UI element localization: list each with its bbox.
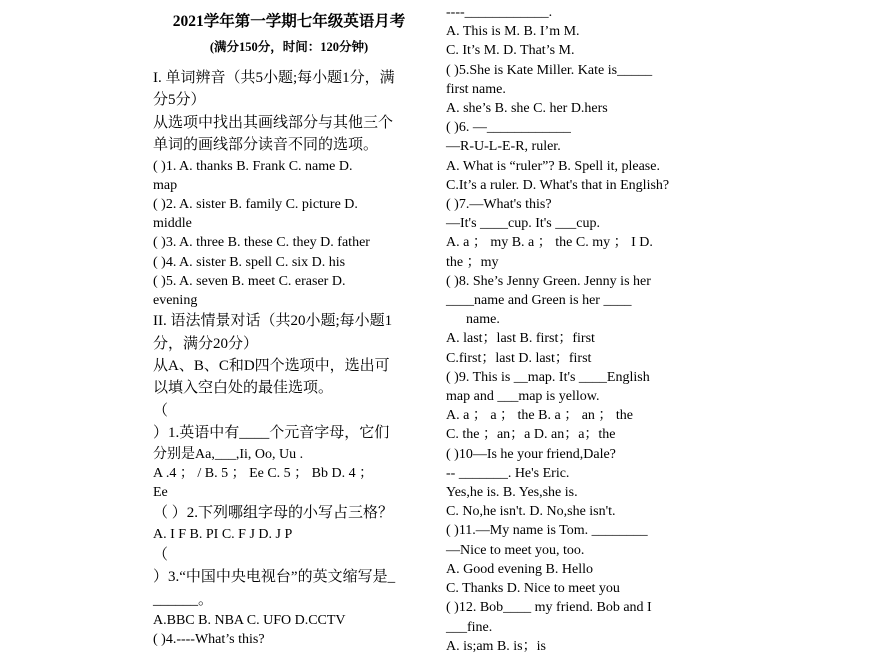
grammar-q8: ( )8. She’s Jenny Green. Jenny is her <box>446 273 651 289</box>
grammar-q8-cont2: name. <box>466 312 500 328</box>
grammar-q11-reply: —Nice to meet you, too. <box>446 542 585 558</box>
grammar-q7-options: A. a ； my B. a ； the C. my ； I D. <box>446 235 653 251</box>
grammar-q8-cont: ____name and Green is her ____ <box>446 293 632 309</box>
grammar-q12-options: A. is;am B. is；is <box>446 638 546 654</box>
grammar-q3-cont: ______。 <box>153 591 214 608</box>
grammar-q11-options: A. Good evening B. Hello <box>446 561 593 577</box>
section-1-instructions: 从选项中找出其画线部分与其他三个 <box>153 114 394 131</box>
grammar-q8-options-cont: C.first；last D. last；first <box>446 350 592 366</box>
grammar-q4: ( )4.----What’s this? <box>153 632 265 648</box>
grammar-q12-cont: ___fine. <box>446 619 493 635</box>
exam-title: 2021学年第一学期七年级英语月考 <box>172 13 406 30</box>
section-2-heading: II. 语法情景对话（共20小题;每小题1 <box>153 313 393 330</box>
grammar-q1-cont: 分别是Aa,___,Ii, Oo, Uu . <box>153 446 304 462</box>
grammar-q1: ）1.英语中有____个元音字母，它们 <box>153 425 390 442</box>
question-5: ( )5. A. seven B. meet C. eraser D. <box>153 273 346 289</box>
grammar-q5: ( )5.She is Kate Miller. Kate is_____ <box>446 62 653 78</box>
grammar-q11: ( )11.—My name is Tom. ________ <box>446 523 648 539</box>
section-1-instructions-cont: 单词的画线部分读音不同的选项。 <box>153 137 379 154</box>
grammar-q4-answer: ----____________. <box>446 5 553 20</box>
grammar-q4-options: A. This is M. B. I’m M. <box>446 24 580 40</box>
grammar-q7-reply: —It's ____cup. It's ___cup. <box>446 216 600 232</box>
grammar-q9-options-cont: C. the ；an；a D. an；a；the <box>446 427 616 443</box>
question-1: ( )1. A. thanks B. Frank C. name D. <box>153 158 353 174</box>
grammar-q7: ( )7.—What's this? <box>446 197 552 213</box>
left-column <box>153 0 425 650</box>
right-column <box>446 3 718 656</box>
question-2: ( )2. A. sister B. family C. picture D. <box>153 197 358 213</box>
grammar-q6: ( )6. —____________ <box>446 120 571 136</box>
grammar-q1-options: A .4 ； / B. 5 ； Ee C. 5 ； Bb D. 4 ； <box>153 465 374 481</box>
question-4: ( )4. A. sister B. spell C. six D. his <box>153 254 346 270</box>
grammar-q7-options-cont: the ；my <box>446 254 499 270</box>
grammar-q6-reply: —R-U-L-E-R, ruler. <box>446 139 561 155</box>
grammar-q12: ( )12. Bob____ my friend. Bob and I <box>446 600 652 616</box>
grammar-q5-options: A. she’s B. she C. her D.hers <box>446 101 608 117</box>
question-5-cont: evening <box>153 293 198 309</box>
section-1-heading-cont: 分5分） <box>153 92 206 109</box>
section-2-heading-cont: 分，满分20分） <box>153 335 259 352</box>
grammar-q5-cont: first name. <box>446 81 506 97</box>
grammar-q3-paren: （ <box>153 546 169 563</box>
grammar-q3: ）3.“中国中央电视台”的英文缩写是_ <box>153 569 396 586</box>
section-2-instructions: 从A、B、C和D四个选项中，选出可 <box>153 358 390 375</box>
grammar-q6-options-cont: C.It’s a ruler. D. What's that in English? <box>446 177 670 193</box>
grammar-q9: ( )9. This is __map. It's ____English <box>446 369 650 385</box>
grammar-q3-options: A.BBC B. NBA C. UFO D.CCTV <box>153 613 346 629</box>
grammar-q10-reply: -- _______. He's Eric. <box>446 465 570 481</box>
grammar-q1-paren: （ <box>153 402 169 419</box>
grammar-q9-cont: map and ___map is yellow. <box>446 389 600 405</box>
grammar-q4-options-cont: C. It’s M. D. That’s M. <box>446 43 575 59</box>
question-2-cont: middle <box>153 216 192 232</box>
grammar-q11-options-cont: C. Thanks D. Nice to meet you <box>446 581 620 597</box>
grammar-q6-options: A. What is “ruler”? B. Spell it, please. <box>446 158 660 174</box>
grammar-q10-options: Yes,he is. B. Yes,she is. <box>446 485 578 501</box>
grammar-q2-options: A. I F B. PI C. F J D. J P <box>153 526 293 542</box>
grammar-q8-options: A. last；last B. first；first <box>446 331 595 347</box>
question-3: ( )3. A. three B. these C. they D. father <box>153 235 370 251</box>
section-1-heading: I. 单词辨音（共5小题;每小题1分，满 <box>153 70 395 86</box>
grammar-q9-options: A. a ； a ； the B. a ； an ； the <box>446 408 634 424</box>
question-1-cont: map <box>153 177 178 193</box>
grammar-q1-options-cont: Ee <box>153 485 168 501</box>
grammar-q2: （ ）2.下列哪组字母的小写占三格？ <box>153 505 394 522</box>
grammar-q10: ( )10—Is he your friend,Dale? <box>446 446 616 462</box>
exam-subtitle: (满分150分，时间：120分钟) <box>209 40 369 54</box>
section-2-instructions-cont: 以填入空白处的最佳选项。 <box>153 380 334 397</box>
grammar-q10-options-cont: C. No,he isn't. D. No,she isn't. <box>446 504 616 520</box>
